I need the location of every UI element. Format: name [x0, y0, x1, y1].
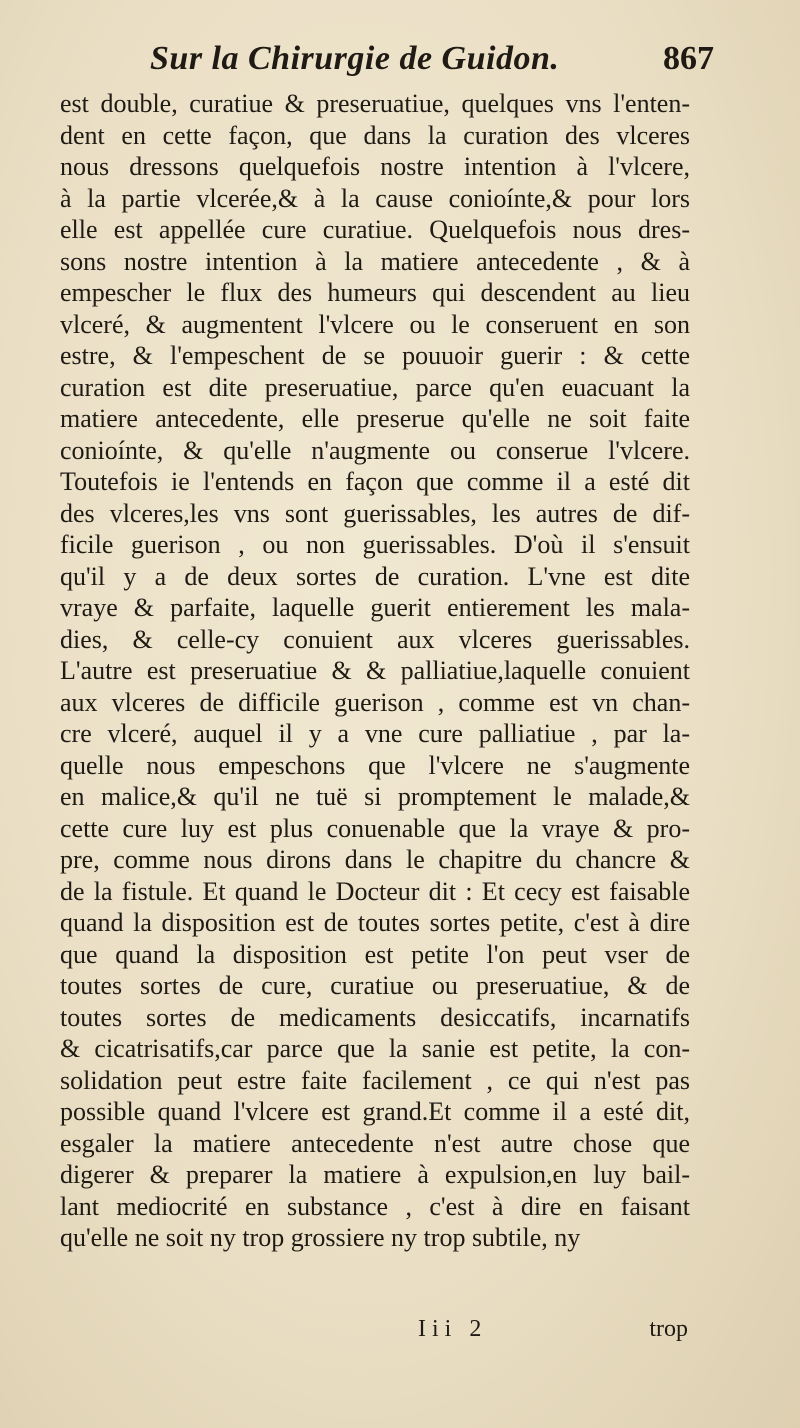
text-line: ficile guerison , ou non guerissables. D'où il s'ensuit [60, 530, 690, 559]
signature-mark: Iii 2 [418, 1316, 488, 1342]
text-line: matiere antecedente, elle preserue qu'elle ne soit faite [60, 404, 690, 433]
text-line: de la fistule. Et quand le Docteur dit : Et cecy est faisable [60, 876, 690, 906]
page-header [150, 40, 720, 92]
text-line: digerer & preparer la matiere à expulsion,en luy bail- [60, 1160, 690, 1189]
text-line: en malice,& qu'il ne tuë si promptement le malade,& [60, 782, 690, 811]
text-line: estre, & l'empeschent de se pouuoir guerir : & cette [60, 341, 690, 370]
text-line: conioínte, & qu'elle n'augmente ou conserue l'vlcere. [60, 435, 690, 465]
text-line: & cicatrisatifs,car parce que la sanie est petite, la con- [60, 1034, 690, 1063]
text-line: que quand la disposition est petite l'on peut vser de [60, 939, 690, 969]
text-line: possible quand l'vlcere est grand.Et comme il a esté dit, [60, 1097, 690, 1126]
text-line: vraye & parfaite, laquelle guerit entierement les mala- [60, 593, 690, 622]
text-line: vlceré, & augmentent l'vlcere ou le conseruent en son [60, 309, 690, 339]
text-line: à la partie vlcerée,& à la cause conioínte,& pour lors [60, 183, 690, 213]
page-footer [418, 1316, 688, 1348]
text-line: cette cure luy est plus conuenable que la vraye & pro- [60, 813, 690, 843]
text-line: lant mediocrité en substance , c'est à dire en faisant [60, 1191, 690, 1221]
text-line: toutes sortes de cure, curatiue ou preseruatiue, & de [60, 971, 690, 1000]
text-line: aux vlceres de difficile guerison , comme est vn chan- [60, 687, 690, 717]
text-line: esgaler la matiere antecedente n'est autre chose que [60, 1128, 690, 1158]
text-line: elle est appellée cure curatiue. Quelquefois nous dres- [60, 215, 690, 244]
text-line: solidation peut estre faite facilement , ce qui n'est pas [60, 1065, 690, 1095]
text-line: empescher le flux des humeurs qui descendent au lieu [60, 278, 690, 307]
text-line: L'autre est preseruatiue & & palliatiue,laquelle conuient [60, 656, 690, 685]
catchword: trop [649, 1316, 688, 1342]
text-line: cre vlceré, auquel il y a vne cure palliatiue , par la- [60, 719, 690, 748]
text-line: nous dressons quelquefois nostre intention à l'vlcere, [60, 152, 690, 181]
text-line: curation est dite preseruatiue, parce qu'en euacuant la [60, 372, 690, 402]
page-number: 867 [663, 40, 714, 77]
text-line: est double, curatiue & preseruatiue, quelques vns l'enten- [60, 89, 690, 118]
text-line: Toutefois ie l'entends en façon que comme il a esté dit [60, 467, 690, 496]
text-line: quelle nous empeschons que l'vlcere ne s'augmente [60, 750, 690, 780]
text-line: quand la disposition est de toutes sortes petite, c'est à dire [60, 908, 690, 937]
text-line: pre, comme nous dirons dans le chapitre du chancre & [60, 845, 690, 874]
text-line: qu'elle ne soit ny trop grossiere ny trop subtile, ny [60, 1223, 581, 1252]
running-title: Sur la Chirurgie de Guidon. [150, 40, 560, 77]
text-line: sons nostre intention à la matiere antecedente , & à [60, 246, 690, 276]
text-line: qu'il y a de deux sortes de curation. L'vne est dite [60, 561, 690, 591]
text-line: toutes sortes de medicaments desiccatifs, incarnatifs [60, 1002, 690, 1032]
body-text [60, 88, 690, 1254]
text-line: dies, & celle-cy conuient aux vlceres guerissables. [60, 624, 690, 654]
text-line: dent en cette façon, que dans la curation des vlceres [60, 120, 690, 150]
text-line: des vlceres,les vns sont guerissables, les autres de dif- [60, 498, 690, 528]
